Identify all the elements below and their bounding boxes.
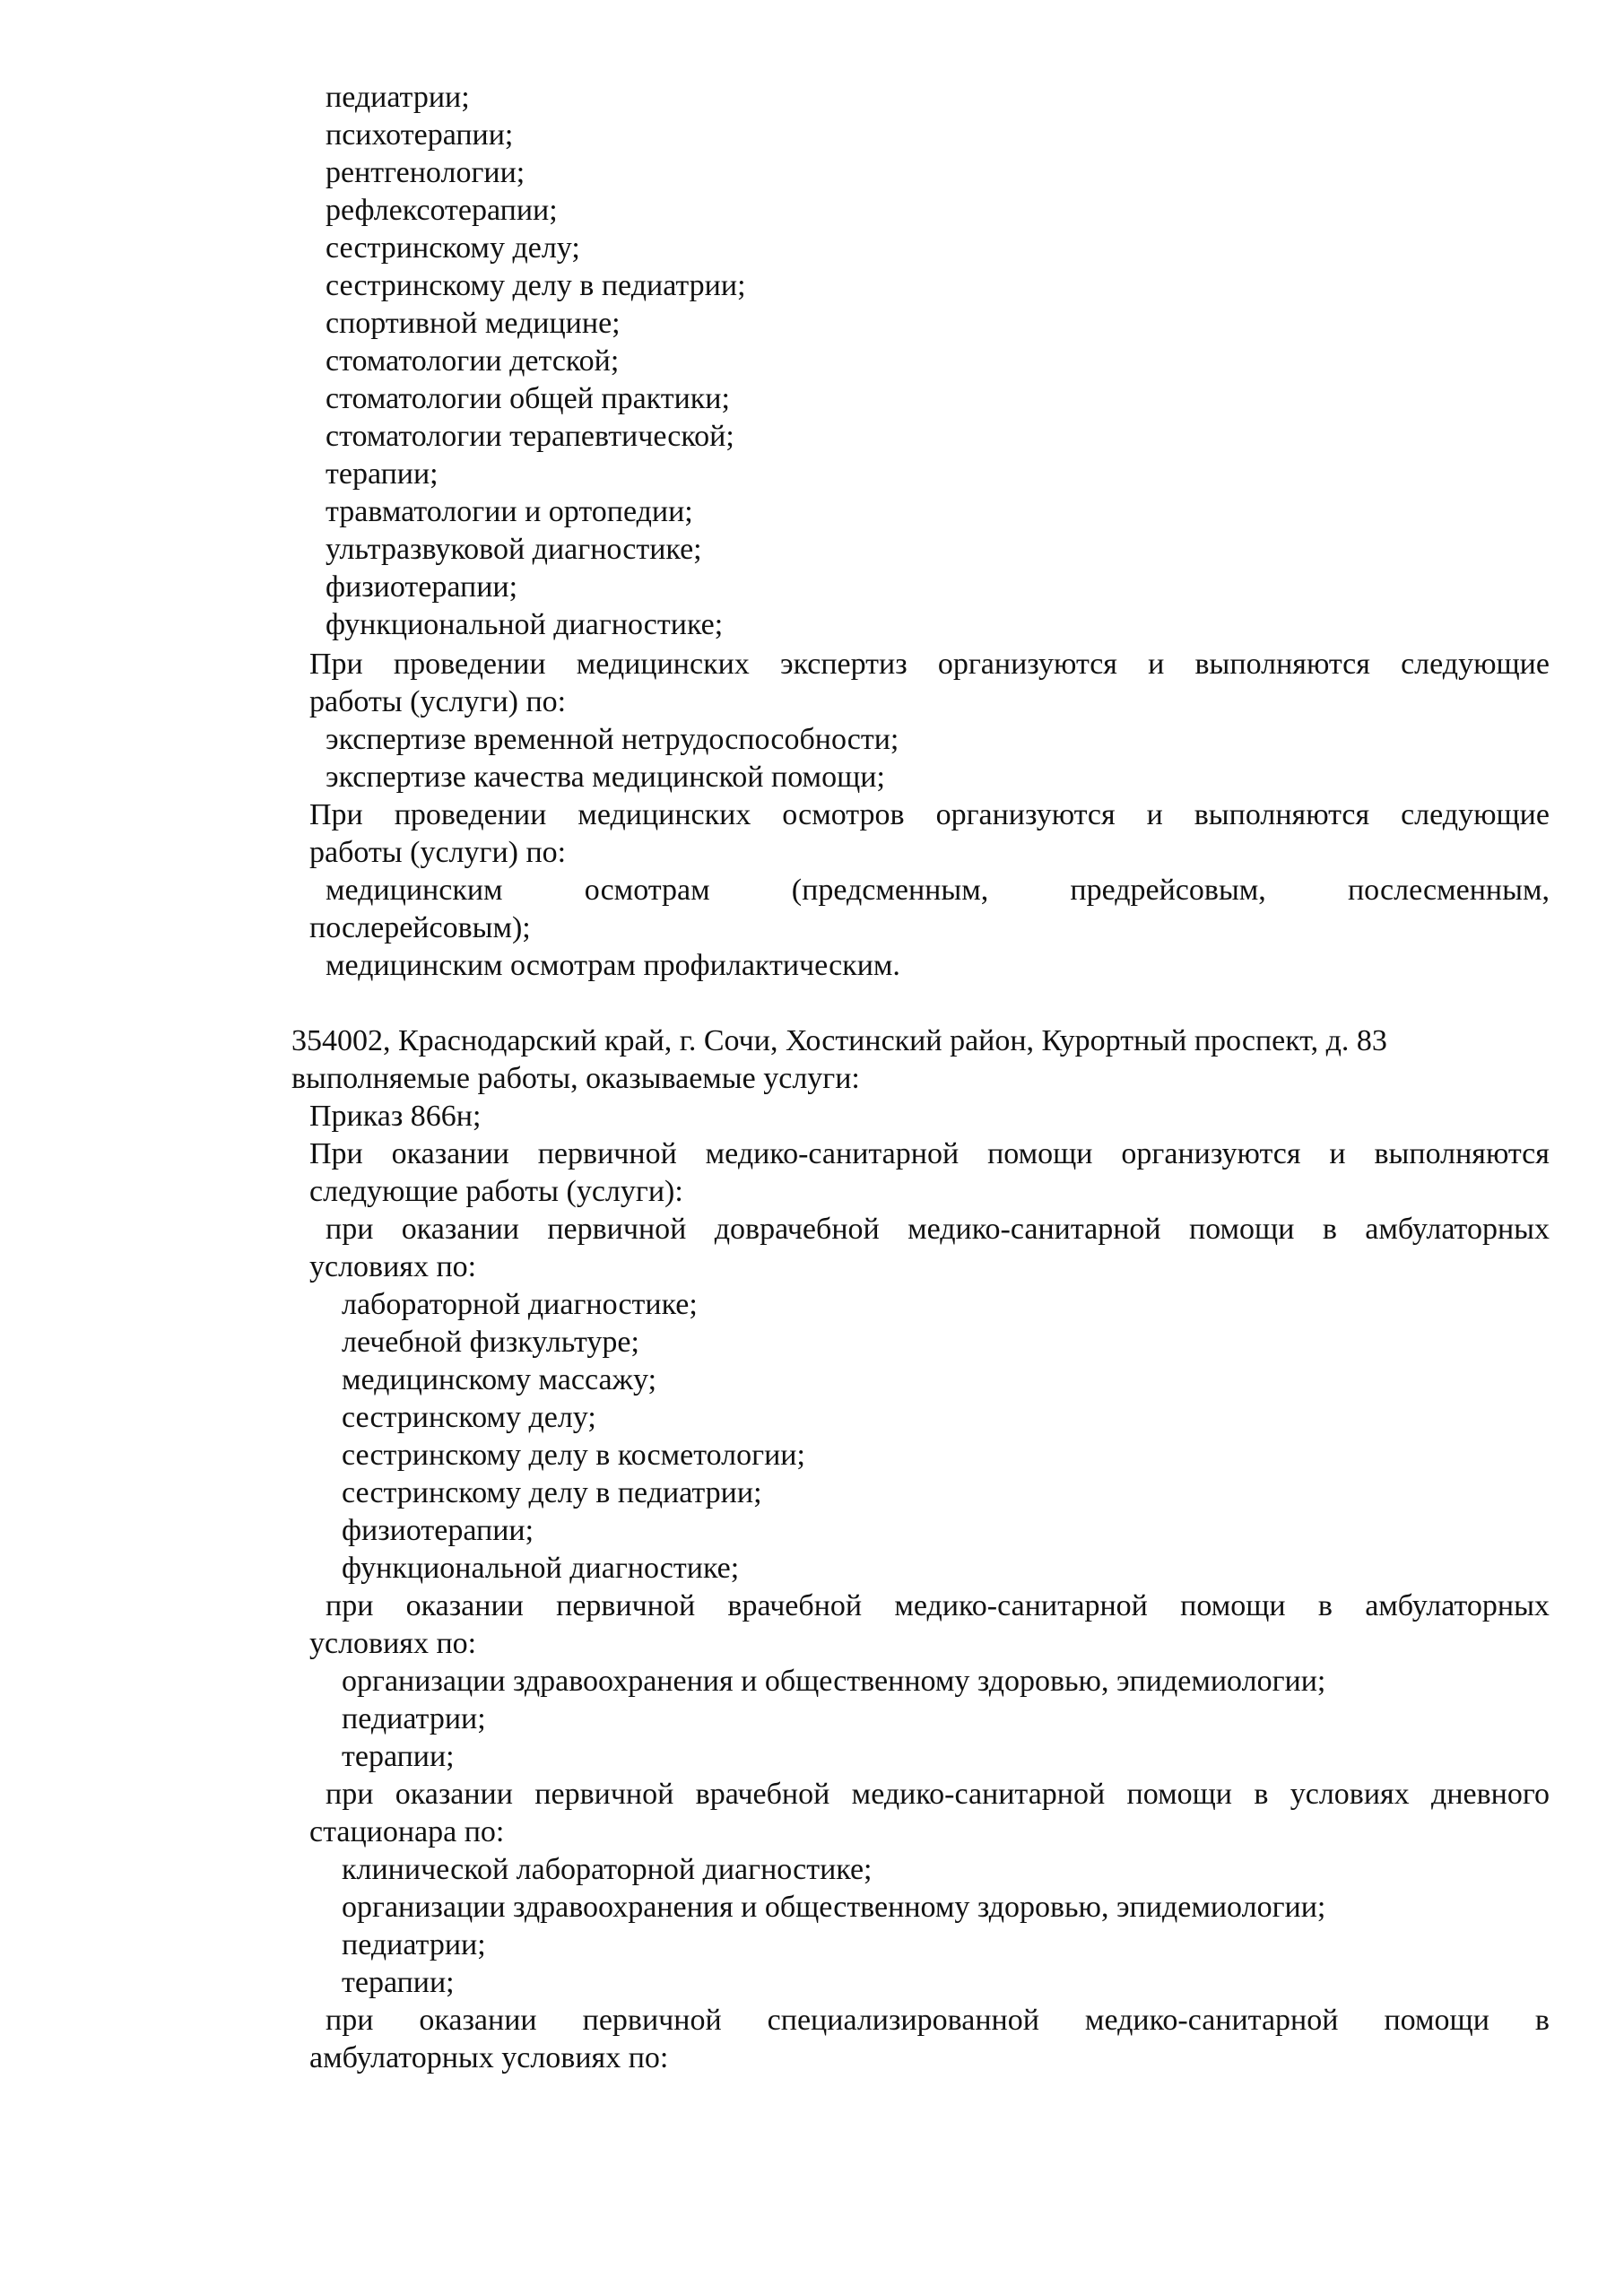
- list-item: спортивной медицине;: [326, 307, 621, 340]
- word: медицинским: [326, 874, 503, 907]
- order-number: Приказ 866н;: [309, 1100, 482, 1133]
- word: проведении: [393, 648, 546, 681]
- doctor-amb-heading-line2: условиях по:: [309, 1627, 477, 1660]
- address-line: 354002, Краснодарский край, г. Сочи, Хостинский район, Курортный проспект, д. 83: [291, 1024, 1387, 1057]
- works-label: выполняемые работы, оказываемые услуги:: [291, 1062, 860, 1095]
- word: врачебной: [727, 1589, 863, 1622]
- doctor-day-heading-line2: стационара по:: [309, 1815, 505, 1848]
- word: (предсменным,: [791, 874, 989, 907]
- word: условиях: [1290, 1778, 1410, 1811]
- word: выполняются: [1194, 798, 1370, 831]
- word: экспертиз: [779, 648, 908, 681]
- word: амбулаторных: [1365, 1589, 1550, 1622]
- word: и: [1146, 798, 1163, 831]
- exams-item-1: [326, 872, 1550, 909]
- list-item: экспертизе качества медицинской помощи;: [326, 761, 885, 794]
- word: оказании: [405, 1589, 524, 1622]
- list-item: терапии;: [342, 1740, 455, 1773]
- list-item: стоматологии терапевтической;: [326, 420, 734, 453]
- list-item: лечебной физкультуре;: [342, 1326, 639, 1359]
- list-item: сестринскому делу;: [326, 231, 580, 265]
- word: первичной: [537, 1137, 677, 1170]
- pmsp-intro: [309, 1135, 1550, 1173]
- list-item: рефлексотерапии;: [326, 194, 558, 227]
- word: следующие: [1401, 798, 1550, 831]
- word: медико-санитарной: [894, 1589, 1148, 1622]
- list-item: лабораторной диагностике;: [342, 1288, 698, 1321]
- list-item: педиатрии;: [342, 1928, 486, 1961]
- word: первичной: [556, 1589, 696, 1622]
- list-item: педиатрии;: [342, 1702, 486, 1735]
- exams-item-2: медицинским осмотрам профилактическим.: [326, 949, 900, 982]
- list-item: организации здравоохранения и общественному здоровью, эпидемиологии;: [342, 1891, 1326, 1924]
- predoctor-heading-line2: условиях по:: [309, 1250, 477, 1283]
- word: помощи: [1188, 1213, 1295, 1246]
- predoctor-heading: [326, 1211, 1550, 1248]
- list-item: сестринскому делу в педиатрии;: [342, 1476, 762, 1509]
- word: При: [309, 1137, 363, 1170]
- list-item: медицинскому массажу;: [342, 1363, 657, 1396]
- word: осмотрам: [584, 874, 710, 907]
- exams-intro: [309, 796, 1550, 834]
- word: помощи: [1180, 1589, 1286, 1622]
- list-item: физиотерапии;: [342, 1514, 534, 1547]
- word: организуются: [937, 648, 1117, 681]
- list-item: физиотерапии;: [326, 570, 518, 604]
- list-item: терапии;: [342, 1966, 455, 1999]
- word: При: [309, 648, 363, 681]
- doctor-amb-heading: [326, 1587, 1550, 1625]
- list-item: стоматологии детской;: [326, 344, 620, 378]
- word: первичной: [582, 2004, 722, 2037]
- word: в: [1254, 1778, 1269, 1811]
- list-item: терапии;: [326, 457, 439, 491]
- word: выполняются: [1374, 1137, 1550, 1170]
- list-item: психотерапии;: [326, 118, 514, 152]
- specialized-heading: [326, 2002, 1550, 2039]
- list-item: организации здравоохранения и общественному здоровью, эпидемиологии;: [342, 1665, 1326, 1698]
- list-item: сестринскому делу в косметологии;: [342, 1439, 805, 1472]
- list-item: экспертизе временной нетрудоспособности;: [326, 723, 899, 756]
- word: оказании: [391, 1137, 509, 1170]
- list-item: функциональной диагностике;: [342, 1552, 740, 1585]
- word: выполняются: [1194, 648, 1370, 681]
- exams-intro-line2: работы (услуги) по:: [309, 836, 567, 869]
- list-item: педиатрии;: [326, 81, 470, 114]
- word: и: [1148, 648, 1165, 681]
- expertise-intro: [309, 646, 1550, 683]
- word: медико-санитарной: [1084, 2004, 1339, 2037]
- word: в: [1534, 2004, 1550, 2037]
- word: При: [309, 798, 363, 831]
- list-item: ультразвуковой диагностике;: [326, 533, 702, 566]
- word: проведении: [394, 798, 547, 831]
- word: оказании: [419, 2004, 537, 2037]
- word: в: [1317, 1589, 1333, 1622]
- expertise-intro-line2: работы (услуги) по:: [309, 685, 567, 718]
- word: медицинских: [576, 648, 750, 681]
- list-item: травматологии и ортопедии;: [326, 495, 693, 528]
- word: медико-санитарной: [705, 1137, 960, 1170]
- word: организуются: [935, 798, 1116, 831]
- word: медико-санитарной: [908, 1213, 1161, 1246]
- list-item: рентгенологии;: [326, 156, 525, 189]
- word: при: [326, 1778, 374, 1811]
- word: оказании: [401, 1213, 519, 1246]
- word: организуются: [1121, 1137, 1301, 1170]
- word: первичной: [534, 1778, 674, 1811]
- pmsp-intro-line2: следующие работы (услуги):: [309, 1175, 683, 1208]
- word: специализированной: [767, 2004, 1039, 2037]
- word: при: [326, 1213, 374, 1246]
- list-item: клинической лабораторной диагностике;: [342, 1853, 873, 1886]
- list-item: функциональной диагностике;: [326, 608, 724, 641]
- word: дневного: [1431, 1778, 1550, 1811]
- word: медико-санитарной: [851, 1778, 1106, 1811]
- list-item: стоматологии общей практики;: [326, 382, 730, 415]
- word: первичной: [547, 1213, 687, 1246]
- word: помощи: [1126, 1778, 1232, 1811]
- word: послесменным,: [1347, 874, 1550, 907]
- list-item: сестринскому делу в педиатрии;: [326, 269, 746, 302]
- doctor-day-heading: [326, 1776, 1550, 1813]
- word: при: [326, 2004, 374, 2037]
- word: следующие: [1401, 648, 1550, 681]
- word: медицинских: [578, 798, 751, 831]
- word: помощи: [987, 1137, 1093, 1170]
- word: врачебной: [695, 1778, 830, 1811]
- word: и: [1329, 1137, 1346, 1170]
- word: в: [1322, 1213, 1337, 1246]
- word: оказании: [395, 1778, 513, 1811]
- exams-item-1-line2: послерейсовым);: [309, 911, 531, 944]
- word: амбулаторных: [1365, 1213, 1550, 1246]
- specialized-heading-line2: амбулаторных условиях по:: [309, 2041, 669, 2074]
- word: осмотров: [782, 798, 905, 831]
- word: предрейсовым,: [1070, 874, 1266, 907]
- word: доврачебной: [714, 1213, 880, 1246]
- list-item: сестринскому делу;: [342, 1401, 596, 1434]
- word: при: [326, 1589, 374, 1622]
- word: помощи: [1384, 2004, 1489, 2037]
